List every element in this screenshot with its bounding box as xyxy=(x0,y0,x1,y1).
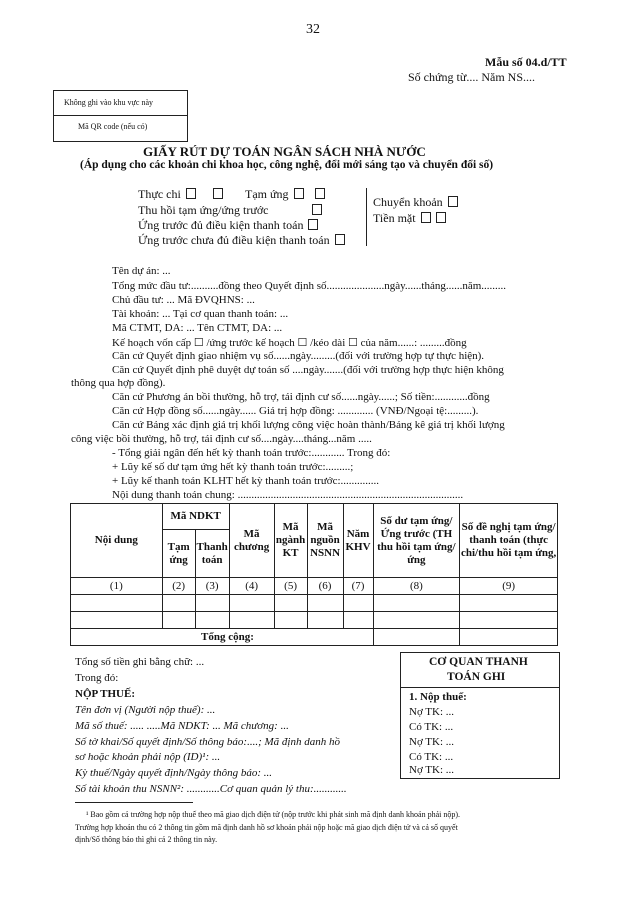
header-nam-khv: Năm KHV xyxy=(343,504,373,578)
header-noi-dung: Nội dung xyxy=(71,504,163,578)
col-number: (3) xyxy=(195,578,229,595)
field-line: + Lũy kế số dư tạm ứng hết kỳ thanh toán trước:.........; xyxy=(112,461,354,473)
tax-line: sơ hoặc khoản phải nộp (ID)¹: ... xyxy=(75,751,221,763)
field-line: thông qua hợp đồng). xyxy=(71,377,166,389)
page-number: 32 xyxy=(306,22,320,37)
header-ma-chuong: Mã chương xyxy=(229,504,274,578)
field-line: Chủ đầu tư: ... Mã ĐVQHNS: ... xyxy=(112,294,255,306)
form-code: Mẫu số 04.d/TT xyxy=(485,55,567,69)
tax-line: Kỳ thuế/Ngày quyết định/Ngày thông báo: ... xyxy=(75,767,273,779)
field-line: Căn cứ Quyết định giao nhiệm vụ số......ngày.........(đối với trường hợp tự thực hiện). xyxy=(112,350,485,362)
qr-code-label: Mã QR code (nếu có) xyxy=(78,122,148,131)
option-thu-hoi[interactable] xyxy=(138,203,322,218)
option-label: Tiền mặt xyxy=(373,211,416,225)
field-line: Mã CTMT, DA: ... Tên CTMT, DA: ... xyxy=(112,322,283,334)
co-quan-title: CƠ QUAN THANH xyxy=(429,656,528,668)
field-line: Tên dự án: ... xyxy=(112,265,171,277)
doc-number: Số chứng từ.... Năm NS.... xyxy=(408,70,536,84)
table-row xyxy=(71,595,558,612)
field-line: Tổng mức đầu tư:..........đồng theo Quyết định số.....................ngày......tháng......năm......... xyxy=(112,280,507,292)
header-so-de-nghi: Số đề nghị tạm ứng/ thanh toán (thực chi/thu hồi tạm ứng, xyxy=(460,504,558,578)
nop-thue-label: 1. Nộp thuế: xyxy=(409,691,467,703)
tax-line: Tên đơn vị (Người nộp thuế): ... xyxy=(75,704,216,716)
tk-line: Nợ TK: ... xyxy=(409,706,455,718)
field-line: Căn cứ Phương án bồi thường, hỗ trợ, tái định cư số......ngày......; Số tiền:............đồng xyxy=(112,391,490,403)
total-in-words: Tổng số tiền ghi bằng chữ: ... xyxy=(75,656,205,668)
nop-thue-heading: NỘP THUẾ: xyxy=(75,688,136,700)
option-label: Thực chi xyxy=(138,187,181,201)
tk-line: Nợ TK: ... xyxy=(409,764,455,776)
checkbox[interactable] xyxy=(186,188,196,199)
footnote: ¹ Bao gồm cả trường hợp nộp thuế theo mã giao dịch điện tử (nộp trước khi phát sinh mã định danh khoản phải nộp). xyxy=(86,810,461,819)
checkbox[interactable] xyxy=(315,188,325,199)
header-tam-ung: Tạm ứng xyxy=(162,530,195,578)
col-number: (1) xyxy=(71,578,163,595)
col-number: (5) xyxy=(274,578,307,595)
checkbox[interactable] xyxy=(308,219,318,230)
header-ma-nguon: Mã nguồn NSNN xyxy=(307,504,343,578)
footnote: định/Số thông báo thì ghi cả 2 thông tin này. xyxy=(75,835,218,844)
col-number: (6) xyxy=(307,578,343,595)
checkbox[interactable] xyxy=(421,212,431,223)
footnote-divider xyxy=(75,802,193,803)
field-line: + Lũy kế thanh toán KLHT hết kỳ thanh toán trước:.............. xyxy=(112,475,380,487)
header-ma-ndkt: Mã NDKT xyxy=(162,504,229,530)
total-label: Tổng cộng: xyxy=(71,629,374,646)
co-quan-thanh-toan-box xyxy=(400,652,560,779)
footnote: Trường hợp khoản thu có 2 thông tin gồm mã định danh hồ sơ khoản phải nộp hoặc mã giao dịch điện tử và cả số quyết xyxy=(75,823,458,832)
table-row xyxy=(71,612,558,629)
tk-line: Có TK: ... xyxy=(409,721,454,733)
checkbox[interactable] xyxy=(213,188,223,199)
col-number: (2) xyxy=(162,578,195,595)
tk-line: Nợ TK: ... xyxy=(409,736,455,748)
no-write-label: Không ghi vào khu vực này xyxy=(64,98,153,107)
option-label: Chuyển khoản xyxy=(373,195,443,209)
field-line: Kế hoạch vốn cấp ☐ /ứng trước kế hoạch ☐ /kéo dài ☐ của năm......: .........đồng xyxy=(112,337,467,349)
checkbox[interactable] xyxy=(436,212,446,223)
field-line: công việc bồi thường, hỗ trợ, tái định cư số....ngày....tháng...năm ..... xyxy=(71,433,372,445)
option-label: Ứng trước chưa đủ điều kiện thanh toán xyxy=(138,233,330,247)
option-chuyen-khoan[interactable] xyxy=(373,195,458,210)
header-ma-nganh-kt: Mã ngành KT xyxy=(274,504,307,578)
field-line: Căn cứ Quyết định phê duyệt dự toán số ....ngày.......(đối với trường hợp thực hiện không xyxy=(112,364,504,376)
no-write-box xyxy=(53,90,188,142)
col-number: (7) xyxy=(343,578,373,595)
option-label: Ứng trước đủ điều kiện thanh toán xyxy=(138,218,304,232)
checkbox[interactable] xyxy=(312,204,322,215)
option-label: Thu hồi tạm ứng/ứng trước xyxy=(138,203,269,217)
field-line: Nội dung thanh toán chung: .................................................................................. xyxy=(112,489,464,501)
field-line: Tài khoản: ... Tại cơ quan thanh toán: ... xyxy=(112,308,289,320)
form-title: GIẤY RÚT DỰ TOÁN NGÂN SÁCH NHÀ NƯỚC xyxy=(143,144,426,159)
co-quan-title-2: TOÁN GHI xyxy=(447,671,506,683)
tax-line: Số tài khoản thu NSNN²: ............Cơ quan quản lý thu:............ xyxy=(75,783,347,795)
trong-do: Trong đó: xyxy=(75,672,119,684)
checkbox[interactable] xyxy=(294,188,304,199)
field-line: - Tổng giải ngân đến hết kỳ thanh toán trước:............ Trong đó: xyxy=(112,447,391,459)
tk-line: Có TK: ... xyxy=(409,751,454,763)
option-tam-ung[interactable] xyxy=(245,187,325,202)
header-so-du: Số dư tạm ứng/Ứng trước (TH thu hồi tạm ứng/ứng xyxy=(373,504,460,578)
payment-table xyxy=(70,503,558,646)
tax-line: Mã số thuế: ..... .....Mã NDKT: ... Mã chương: ... xyxy=(75,720,289,732)
col-number: (4) xyxy=(229,578,274,595)
option-ung-truoc-du[interactable] xyxy=(138,218,318,233)
form-subtitle: (Áp dụng cho các khoản chi khoa học, công nghệ, đổi mới sáng tạo và chuyển đổi số) xyxy=(80,159,494,171)
option-ung-truoc-chua[interactable] xyxy=(138,233,345,248)
field-line: Căn cứ Bảng xác định giá trị khối lượng công việc hoàn thành/Bảng kê giá trị khối lượng xyxy=(112,419,505,431)
header-thanh-toan: Thanh toán xyxy=(195,530,229,578)
col-number: (8) xyxy=(373,578,460,595)
option-label: Tạm ứng xyxy=(245,187,289,201)
checkbox[interactable] xyxy=(335,234,345,245)
checkbox[interactable] xyxy=(448,196,458,207)
divider xyxy=(366,188,367,246)
col-number: (9) xyxy=(460,578,558,595)
field-line: Căn cứ Hợp đồng số......ngày...... Giá trị hợp đồng: ............. (VNĐ/Ngoại tệ:.........). xyxy=(112,405,479,417)
option-tien-mat[interactable] xyxy=(373,211,446,226)
option-thuc-chi[interactable] xyxy=(138,187,223,202)
tax-line: Số tờ khai/Số quyết định/Số thông báo:....; Mã định danh hồ xyxy=(75,736,340,748)
